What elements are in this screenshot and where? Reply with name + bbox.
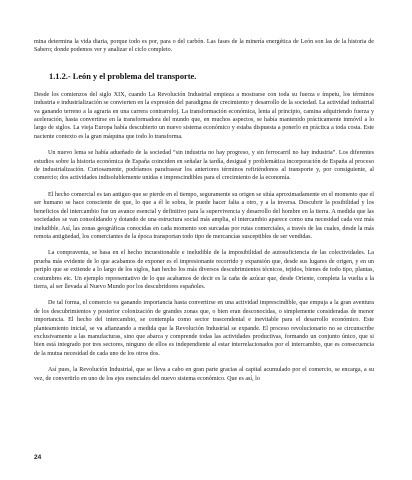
section-heading: 1.1.2.- León y el problema del transporte. — [49, 71, 197, 81]
body-paragraph-3: El hecho comercial es tan antiguo que se pierde en el tiempo, seguramente su origen se sitúa aproximadamente en el momento que el ser humano se hace consciente de que, lo que a él le sobra, le puede hacer falta a otro, y a la inversa. Descubrir la posibilidad y los beneficios del intercambio fue un avance esencial y definitivo para la supervivencia y desarrollo del hombre en la tierra. A medida que las sociedades se van consolidando y dotando de una estructura social más amplia, el intercambio aparece como una necesidad cada vez más ineludible. Así, las zonas geográficas conocidas en cada momento son surcadas por rutas comerciales, a través de las cuales, desde la más remota antigüedad, los comerciantes de la época transportan todo tipo de mercancías susceptibles de ser vendidas. — [34, 191, 374, 240]
body-paragraph-4: La compraventa, se basa en el hecho incuestionable e ineludible de la imposibilidad de autosuficiencia de las colectividades. La prueba más evidente de lo que acabamos de exponer es el impresionante recorrido y expansión que, desde sus lugares de origen, y en un periplo que se extiende a lo largo de los siglos, han hecho los más diversos descubrimientos técnicos, tejidos, bienes de todo tipo, plantas, costumbres etc. Un ejemplo representativo de lo que acabamos de decir es la caña de azúcar que, desde Oriente, completa la vuelta a la tierra, al ser llevada al Nuevo Mundo por los descubridores españoles. — [34, 250, 374, 290]
body-paragraph-2: Un nuevo lema se había adueñado de la sociedad “sin industria no hay progreso, y sin ferrocarril no hay industria”. Los diferentes estudios sobre la historia económica de España coinciden en señalar la tardía, desigual y problemática incorporación de España al proceso de industrialización. Curiosamente, podríamos parafrasear los anteriores términos refiriéndonos al transporte y, por consiguiente, al comercio; dos actividades indisolublemente unidas e imprescindibles para el crecimiento de la economía. — [34, 150, 374, 182]
page-number: 24 — [34, 454, 42, 461]
opening-paragraph: mina determina la vida diaria, porque todo es por, para o del carbón. Las fases de la minería energética de León son las de la historia de Sabero; donde podemos ver y analizar el ciclo completo. — [34, 39, 374, 54]
body-paragraph-5: De tal forma, el comercio va ganando importancia hasta convertirse en una actividad imprescindible, que empuja a la gran aventura de los descubrimientos y posterior colonización de grandes zonas que, o bien eran desconocidas, o simplemente consideradas de menor importancia. El hecho del intercambio, se contempla como sector trascendental e inevitable para el desarrollo económico. Este planteamiento inicial, se va afianzando a medida que la Revolución Industrial se expande. El proceso revolucionario no se circunscribe exclusivamente a las manufacturas, sino que abarca y comprende todas las actividades productivas, formando un conjunto único, que si bien está integrado por tres sectores, ninguno de ellos es independiente al estar interrelacionados por el intercambio, que es consecuencia de la mutua necesidad de cada uno de los otros dos. — [34, 300, 374, 357]
body-paragraph-1: Desde los comienzos del siglo XIX, cuando La Revolución Industrial empieza a mostrarse con toda su fuerza e ímpetu, los términos industria e industrialización se convierten en la expresión del paradigma de crecimiento y desarrollo de la sociedad. La actividad industrial va ganando terreno a la agraria en una carrera contrarreloj. La transformación económica, lenta al principio, camina adquiriendo fuerza y aceleración, hasta convertirse en la transformadora del mundo que, en muchos aspectos, se había mantenido prácticamente inmóvil a lo largo de siglos. La vieja Europa había descubierto un nuevo sistema económico y estaba dispuesta a ponerlo en práctica a toda costa. Este naciente contexto es la gran máquina que todo lo transforma. — [34, 91, 374, 140]
body-paragraph-6: Así pues, la Revolución Industrial, que se lleva a cabo en gran parte gracias al capital acumulado por el comercio, se encarga, a su vez, de convertirlo en uno de los ejes esenciales del nuevo sistema económico. Que es así, lo — [34, 367, 374, 382]
